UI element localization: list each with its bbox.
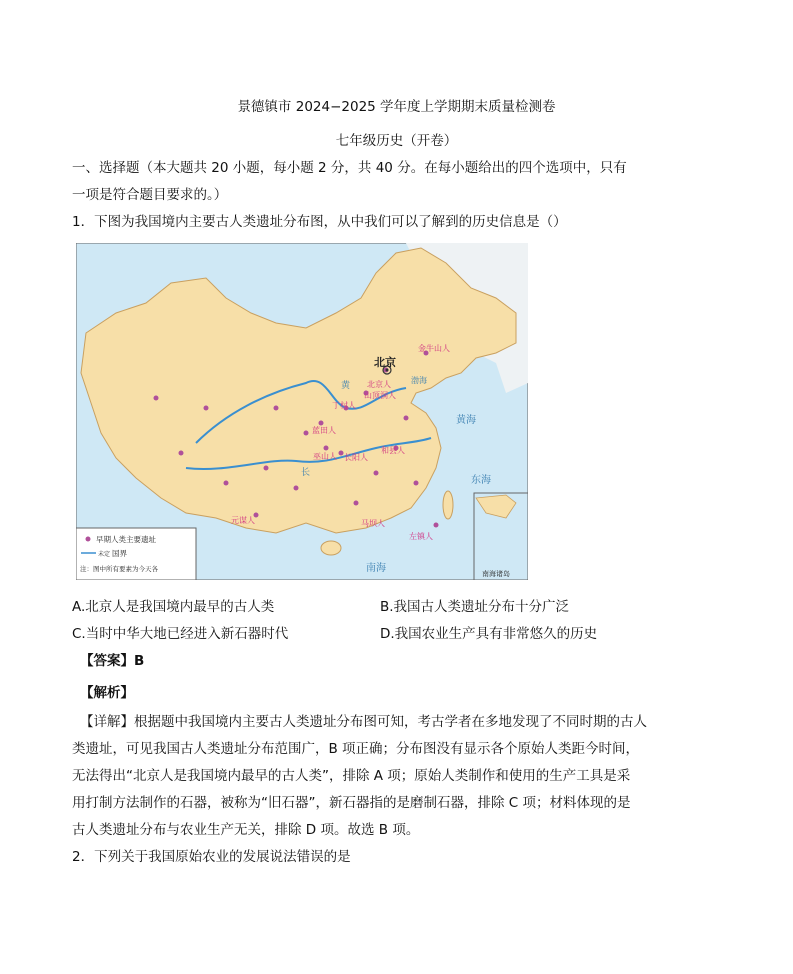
option-b: B.我国古人类遗址分布十分广泛 <box>380 599 570 615</box>
answer-line: 【答案】B <box>80 653 145 669</box>
legend-note: 注：图中所有要素为今天各 <box>80 565 158 573</box>
site-label-lantian: 蓝田人 <box>312 426 336 435</box>
section-heading-line2: 一项是符合题目要求的。） <box>72 187 228 203</box>
question-2-stem: 2．下列关于我国原始农业的发展说法错误的是 <box>72 849 351 865</box>
river-label-yangtze: 长 <box>301 468 311 478</box>
option-a: A.北京人是我国境内最早的古人类 <box>72 599 275 615</box>
legend-border-prefix: 未定 <box>98 551 111 558</box>
site-label-dingcun: 丁村人 <box>332 401 356 410</box>
legend-border-text: 国界 <box>112 549 127 558</box>
sea-label-yellow: 黄海 <box>456 415 476 426</box>
sea-label-east: 东海 <box>471 475 491 486</box>
explanation-line-1: 【详解】根据题中我国境内主要古人类遗址分布图可知，考古学者在多地发现了不同时期的古人 <box>80 714 647 730</box>
legend-site-text: 早期人类主要遗址 <box>96 535 156 544</box>
site-label-zuozhen: 左镇人 <box>409 532 433 541</box>
site-label-shandingdong: 山顶洞人 <box>364 391 396 400</box>
explanation-line-5: 古人类遗址分布与农业生产无关，排除 D 项。故选 B 项。 <box>72 822 420 838</box>
sea-label-south: 南海 <box>366 563 386 574</box>
site-label-jinniushan: 金牛山人 <box>418 344 450 353</box>
page-title: 景德镇市 2024−2025 学年度上学期期末质量检测卷 <box>237 99 556 115</box>
inset-label: 南海诸岛 <box>482 570 510 578</box>
site-label-changyang: 长阳人 <box>344 453 368 462</box>
site-label-hexian: 和县人 <box>381 446 405 455</box>
option-c: C.当时中华大地已经进入新石器时代 <box>72 626 289 642</box>
site-label-wushan: 巫山人 <box>313 452 337 461</box>
legend-site-marker <box>86 537 91 542</box>
site-label-maba: 马坝人 <box>361 519 385 528</box>
site-label-yuanmou: 元谋人 <box>231 516 255 525</box>
section-heading-line1: 一、选择题（本大题共 20 小题，每小题 2 分，共 40 分。在每小题给出的四个选项中，只有 <box>72 160 627 176</box>
sea-label-bohai: 渤海 <box>411 376 427 385</box>
analysis-label: 【解析】 <box>80 685 134 701</box>
option-d: D.我国农业生产具有非常悠久的历史 <box>380 626 598 642</box>
explanation-line-2: 类遗址，可见我国古人类遗址分布范围广，B 项正确；分布图没有显示各个原始人类距今时间， <box>72 741 640 757</box>
explanation-line-4: 用打制方法制作的石器，被称为“旧石器”，新石器指的是磨制石器，排除 C 项；材料体现的是 <box>72 795 631 811</box>
site-label-beijingren: 北京人 <box>367 380 391 389</box>
explanation-line-3: 无法得出“北京人是我国境内最早的古人类”，排除 A 项；原始人类制作和使用的生产工具是采 <box>72 768 631 784</box>
question-1-stem: 1．下图为我国境内主要古人类遗址分布图，从中我们可以了解到的历史信息是（） <box>72 214 567 230</box>
capital-label: 北京 <box>374 356 396 369</box>
page-subtitle: 七年级历史（开卷） <box>335 133 458 149</box>
river-label-yellow: 黄 <box>341 381 351 391</box>
ancient-human-sites-map <box>76 243 528 580</box>
